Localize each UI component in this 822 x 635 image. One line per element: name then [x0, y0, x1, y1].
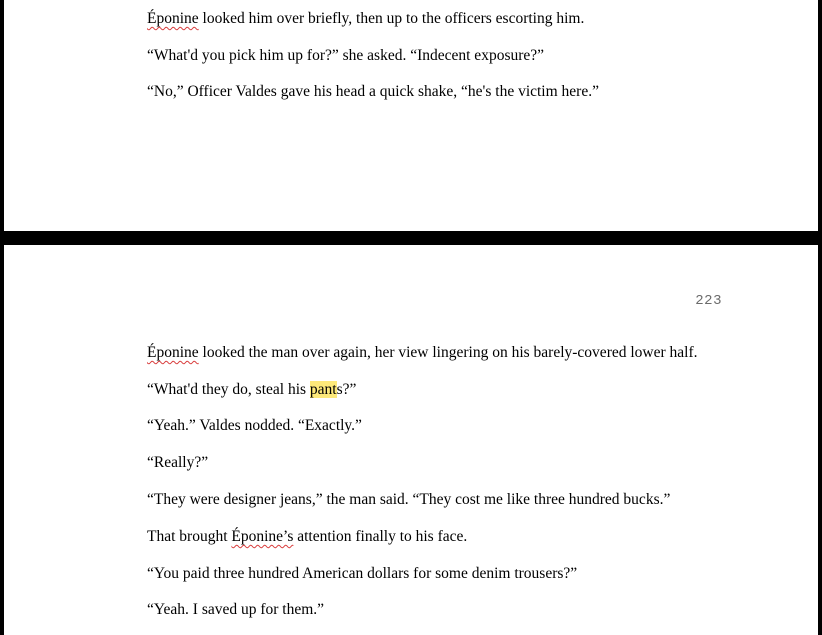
misspelled-word[interactable]: Éponine	[147, 10, 199, 27]
paragraph[interactable]: “They were designer jeans,” the man said. “They cost me like three hundred bucks.”	[147, 491, 671, 508]
paragraph[interactable]: “Yeah.” Valdes nodded. “Exactly.”	[147, 417, 362, 434]
paragraph[interactable]: “Yeah. I saved up for them.”	[147, 601, 325, 618]
paragraph[interactable]	[147, 344, 698, 362]
misspelled-word[interactable]: Éponine	[147, 344, 199, 361]
page-number: 223	[695, 293, 722, 309]
highlighted-text[interactable]: pant	[309, 381, 337, 398]
paragraph[interactable]: “No,” Officer Valdes gave his head a quick shake, “he's the victim here.”	[147, 83, 599, 100]
paragraph-text: “What'd they do, steal his	[147, 381, 310, 398]
paragraph[interactable]	[147, 381, 356, 399]
paragraph-text: looked the man over again, her view lingering on his barely-covered lower half.	[198, 344, 698, 361]
paragraph-text: s?”	[336, 381, 357, 398]
paragraph-text: That brought	[147, 528, 232, 545]
document-page-top[interactable]	[4, 0, 818, 231]
paragraph-text: attention finally to his face.	[293, 528, 468, 545]
misspelled-word[interactable]: Éponine’s	[231, 528, 294, 545]
document-page-bottom[interactable]	[4, 245, 818, 635]
paragraph[interactable]	[147, 528, 467, 546]
paragraph[interactable]: “What'd you pick him up for?” she asked. “Indecent exposure?”	[147, 47, 545, 64]
paragraph[interactable]	[147, 10, 584, 28]
paragraph-text: looked him over briefly, then up to the officers escorting him.	[198, 10, 585, 27]
paragraph[interactable]: “Really?”	[147, 454, 209, 471]
paragraph[interactable]: “You paid three hundred American dollars for some denim trousers?”	[147, 565, 578, 582]
